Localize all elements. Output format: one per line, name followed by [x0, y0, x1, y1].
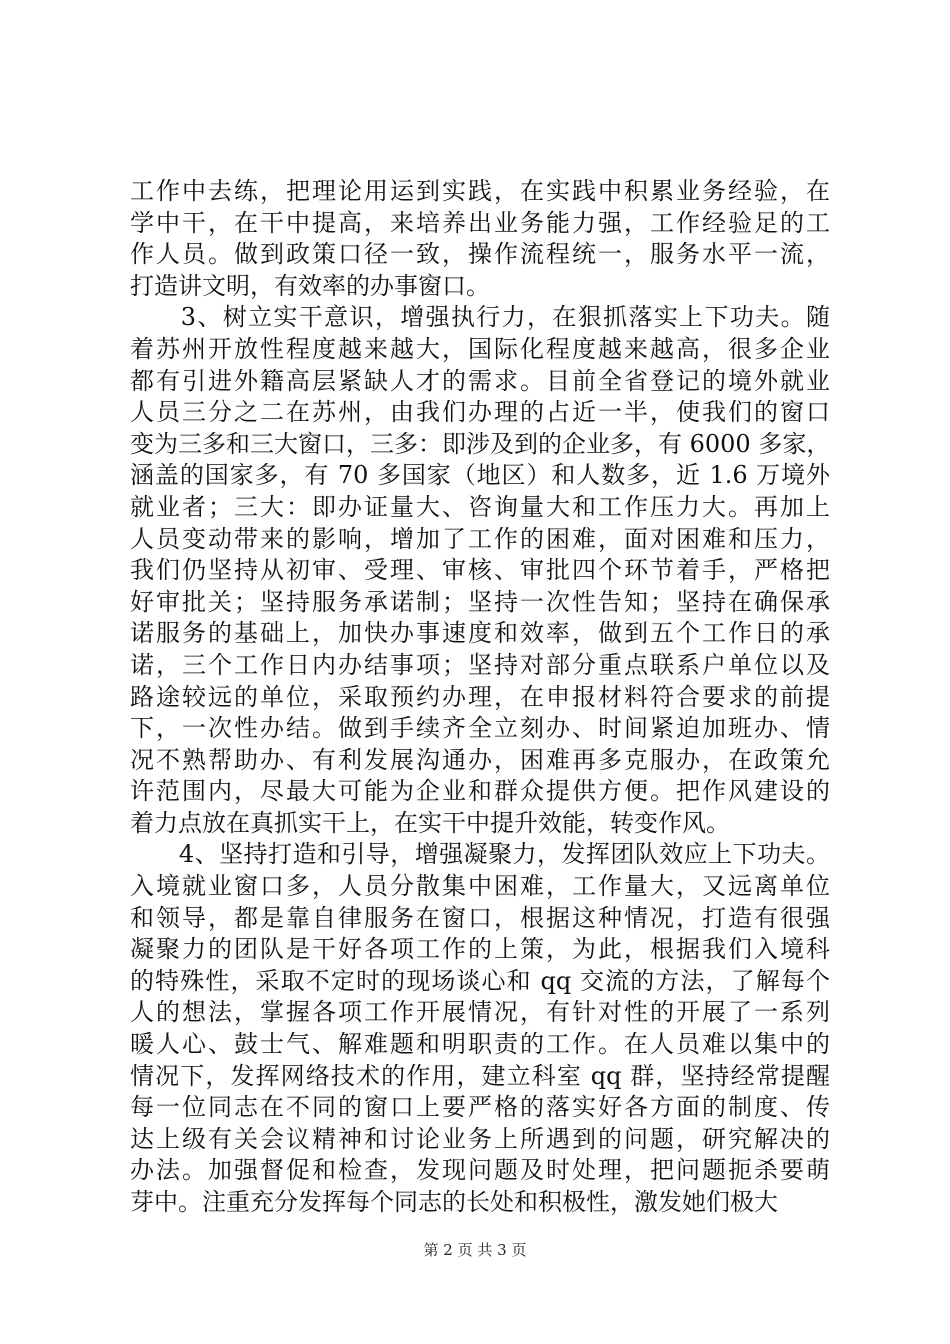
text-line: 着苏州开放性程度越来越大，国际化程度越来越高，很多企业 — [130, 334, 830, 363]
text-line: 着力点放在真抓实干上，在实干中提升效能，转变作风。 — [130, 808, 730, 837]
text-line: 就业者；三大：即办证量大、咨询量大和工作压力大。再加上 — [130, 492, 830, 521]
text-line: 我们仍坚持从初审、受理、审核、审批四个环节着手，严格把 — [130, 556, 830, 585]
text-line: 诺，三个工作日内办结事项；坚持对部分重点联系户单位以及 — [130, 650, 830, 679]
text-line: 变为三多和三大窗口，三多：即涉及到的企业多，有 6000 多家， — [130, 429, 831, 458]
text-line: 3、树立实干意识，增强执行力，在狠抓落实上下功夫。随 — [130, 303, 830, 332]
paragraph — [130, 839, 830, 1218]
text-line: 人的想法，掌握各项工作开展情况，有针对性的开展了一系列 — [130, 998, 830, 1027]
text-line: 都有引进外籍高层紧缺人才的需求。目前全省登记的境外就业 — [130, 366, 830, 395]
text-line: 路途较远的单位，采取预约办理，在申报材料符合要求的前提 — [130, 682, 830, 711]
text-line: 诺服务的基础上，加快办事速度和效率，做到五个工作日的承 — [130, 619, 830, 648]
text-line: 下，一次性办结。做到手续齐全立刻办、时间紧迫加班办、情 — [130, 714, 830, 743]
text-line: 作人员。做到政策口径一致，操作流程统一，服务水平一流， — [130, 240, 830, 269]
text-line: 入境就业窗口多，人员分散集中困难，工作量大，又远离单位 — [130, 872, 830, 901]
text-line: 芽中。注重充分发挥每个同志的长处和积极性，激发她们极大 — [130, 1188, 778, 1216]
text-line: 好审批关；坚持服务承诺制；坚持一次性告知；坚持在确保承 — [130, 587, 830, 616]
text-line: 况不熟帮助办、有利发展沟通办，困难再多克服办，在政策允 — [130, 745, 830, 774]
text-line: 人员三分之二在苏州，由我们办理的占近一半，使我们的窗口 — [130, 398, 830, 427]
text-line: 打造讲文明，有效率的办事窗口。 — [130, 271, 490, 300]
document-body — [130, 176, 830, 1219]
text-line: 涵盖的国家多，有 70 多国家（地区）和人数多，近 1.6 万境外 — [130, 461, 830, 490]
text-line: 4、坚持打造和引导，增强凝聚力，发挥团队效应上下功夫。 — [130, 840, 830, 869]
text-line: 工作中去练，把理论用运到实践，在实践中积累业务经验，在 — [130, 177, 830, 205]
text-line: 每一位同志在不同的窗口上要严格的落实好各方面的制度、传 — [130, 1093, 830, 1122]
text-line: 凝聚力的团队是干好各项工作的上策，为此，根据我们入境科 — [130, 935, 830, 964]
paragraph — [130, 302, 830, 839]
text-line: 和领导，都是靠自律服务在窗口，根据这种情况，打造有很强 — [130, 903, 830, 932]
text-line: 的特殊性，采取不定时的现场谈心和 qq 交流的方法，了解每个 — [130, 966, 830, 995]
text-line: 学中干，在干中提高，来培养出业务能力强，工作经验足的工 — [130, 208, 830, 237]
text-line: 人员变动带来的影响，增加了工作的困难，面对困难和压力， — [130, 524, 830, 553]
text-line: 许范围内，尽最大可能为企业和群众提供方便。把作风建设的 — [130, 777, 830, 806]
text-line: 达上级有关会议精神和讨论业务上所遇到的问题，研究解决的 — [130, 1124, 830, 1153]
text-line: 办法。加强督促和检查，发现问题及时处理，把问题扼杀要萌 — [130, 1156, 830, 1185]
text-line: 暖人心、鼓士气、解难题和明职责的工作。在人员难以集中的 — [130, 1030, 830, 1059]
paragraph — [130, 176, 830, 302]
page-footer: 第 2 页 共 3 页 — [423, 1241, 527, 1259]
text-line: 情况下，发挥网络技术的作用，建立科室 qq 群，坚持经常提醒 — [130, 1061, 830, 1090]
